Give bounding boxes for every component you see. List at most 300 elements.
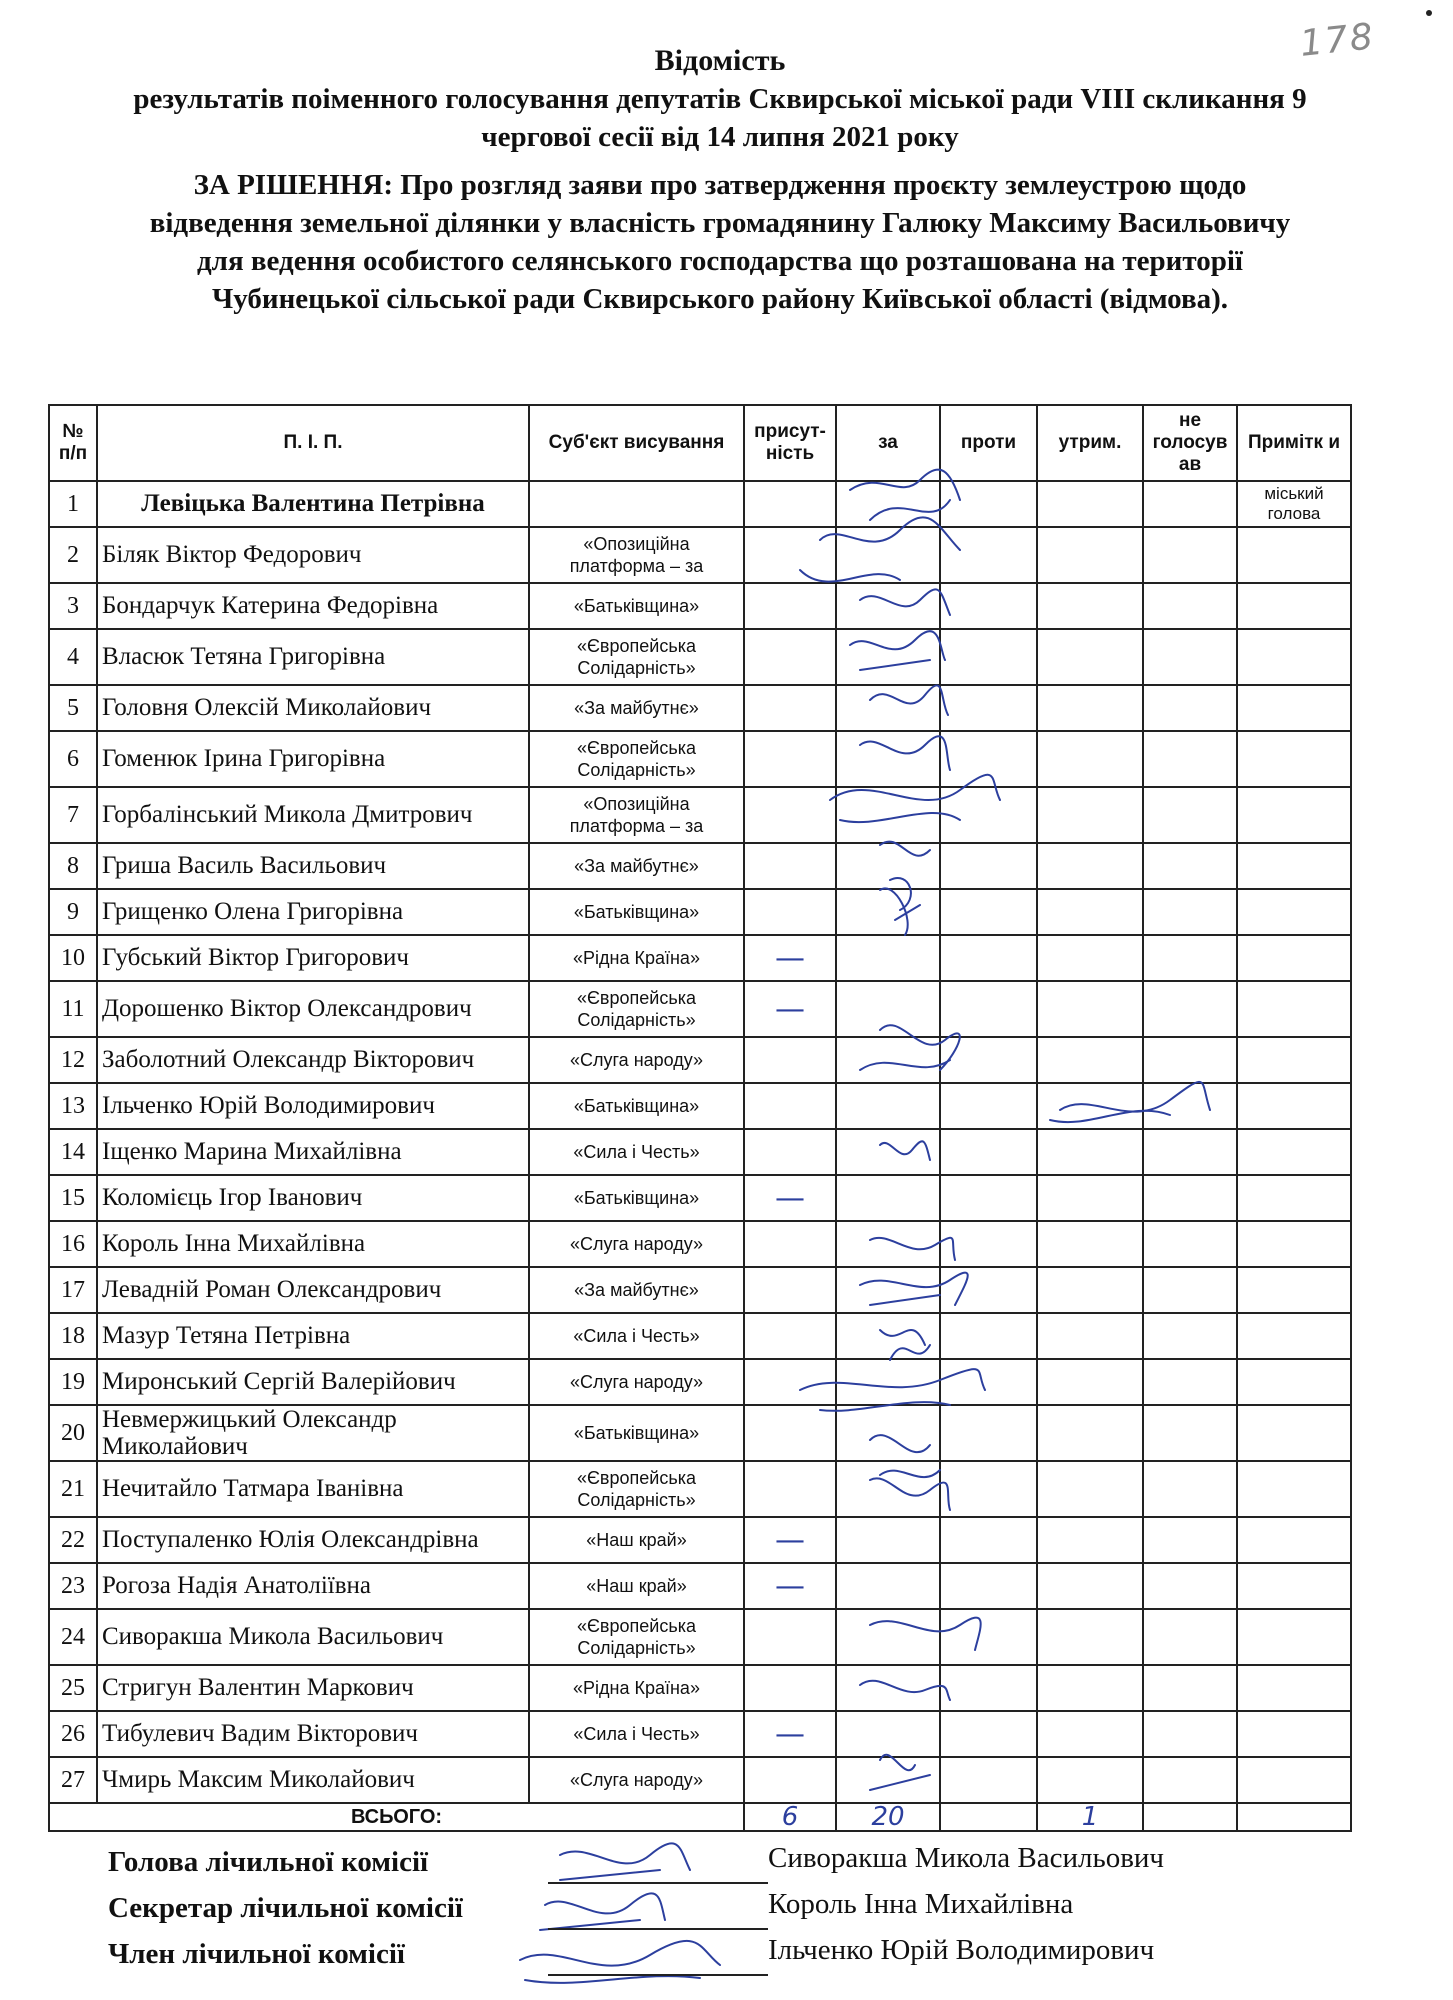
presence-mark bbox=[744, 1461, 836, 1517]
vote-against-cell bbox=[940, 1517, 1037, 1563]
vote-for-cell bbox=[836, 1405, 940, 1461]
row-number: 16 bbox=[49, 1221, 97, 1267]
row-note bbox=[1237, 1037, 1351, 1083]
deputy-name: Гриша Василь Васильович bbox=[97, 843, 529, 889]
deputy-name: Дорошенко Віктор Олександрович bbox=[97, 981, 529, 1037]
col-presence: присут-ність bbox=[744, 405, 836, 481]
nominating-party: «Батьківщина» bbox=[529, 889, 744, 935]
not-voted-cell bbox=[1143, 1175, 1237, 1221]
vote-for-cell bbox=[836, 1175, 940, 1221]
col-party: Суб'єкт висування bbox=[529, 405, 744, 481]
total-against bbox=[940, 1803, 1037, 1831]
deputy-name: Сиворакша Микола Васильович bbox=[97, 1609, 529, 1665]
vote-abstain-cell bbox=[1037, 843, 1143, 889]
row-number: 27 bbox=[49, 1757, 97, 1803]
table-row bbox=[49, 1083, 1351, 1129]
row-number: 11 bbox=[49, 981, 97, 1037]
row-number: 26 bbox=[49, 1711, 97, 1757]
col-notes: Примітк и bbox=[1237, 405, 1351, 481]
nominating-party: «Слуга народу» bbox=[529, 1037, 744, 1083]
table-row bbox=[49, 527, 1351, 583]
row-note bbox=[1237, 1083, 1351, 1129]
row-note bbox=[1237, 1711, 1351, 1757]
commission-role: Член лічильної комісії bbox=[108, 1938, 405, 1970]
vote-for-cell bbox=[836, 1129, 940, 1175]
vote-for-cell bbox=[836, 1461, 940, 1517]
not-voted-cell bbox=[1143, 1313, 1237, 1359]
vote-for-cell bbox=[836, 1665, 940, 1711]
table-row bbox=[49, 583, 1351, 629]
decision-line: для ведення особистого селянського господарства що розташована на території bbox=[197, 245, 1243, 277]
vote-abstain-cell bbox=[1037, 1609, 1143, 1665]
table-row bbox=[49, 889, 1351, 935]
deputy-name: Стригун Валентин Маркович bbox=[97, 1665, 529, 1711]
commission-row bbox=[108, 1888, 1408, 1938]
presence-mark bbox=[744, 1757, 836, 1803]
deputy-name: Мазур Тетяна Петрівна bbox=[97, 1313, 529, 1359]
nominating-party: «Сила і Честь» bbox=[529, 1129, 744, 1175]
not-voted-cell bbox=[1143, 527, 1237, 583]
row-number: 23 bbox=[49, 1563, 97, 1609]
row-note bbox=[1237, 1405, 1351, 1461]
row-number: 15 bbox=[49, 1175, 97, 1221]
not-voted-cell bbox=[1143, 981, 1237, 1037]
vote-for-cell bbox=[836, 935, 940, 981]
decision-line: відведення земельної ділянки у власність громадянину Галюку Максиму Васильовичу bbox=[149, 207, 1291, 239]
presence-mark bbox=[744, 527, 836, 583]
vote-against-cell bbox=[940, 1037, 1037, 1083]
vote-for-cell bbox=[836, 1563, 940, 1609]
totals-label: ВСЬОГО: bbox=[49, 1803, 744, 1831]
vote-abstain-cell bbox=[1037, 685, 1143, 731]
deputy-name: Миронський Сергій Валерійович bbox=[97, 1359, 529, 1405]
row-number: 3 bbox=[49, 583, 97, 629]
row-note bbox=[1237, 1359, 1351, 1405]
table-row bbox=[49, 1461, 1351, 1517]
not-voted-cell bbox=[1143, 1711, 1237, 1757]
table-row bbox=[49, 731, 1351, 787]
row-number: 5 bbox=[49, 685, 97, 731]
nominating-party: «Слуга народу» bbox=[529, 1757, 744, 1803]
nominating-party: «Опозиційна платформа – за bbox=[529, 787, 744, 843]
nominating-party: «Батьківщина» bbox=[529, 1175, 744, 1221]
vote-abstain-cell bbox=[1037, 1175, 1143, 1221]
nominating-party: «Європейська Солідарність» bbox=[529, 731, 744, 787]
presence-mark bbox=[744, 1609, 836, 1665]
signature-line bbox=[548, 1882, 768, 1884]
total-notes bbox=[1237, 1803, 1351, 1831]
nominating-party: «Європейська Солідарність» bbox=[529, 981, 744, 1037]
row-number: 25 bbox=[49, 1665, 97, 1711]
row-note bbox=[1237, 1757, 1351, 1803]
vote-against-cell bbox=[940, 481, 1037, 527]
table-row bbox=[49, 1129, 1351, 1175]
commission-row bbox=[108, 1934, 1408, 1984]
deputy-name: Власюк Тетяна Григорівна bbox=[97, 629, 529, 685]
deputy-name: Грищенко Олена Григорівна bbox=[97, 889, 529, 935]
presence-mark: — bbox=[744, 1517, 836, 1563]
deputy-name: Іщенко Марина Михайлівна bbox=[97, 1129, 529, 1175]
vote-for-cell bbox=[836, 1757, 940, 1803]
vote-against-cell bbox=[940, 583, 1037, 629]
row-note bbox=[1237, 1221, 1351, 1267]
nominating-party: «Слуга народу» bbox=[529, 1359, 744, 1405]
not-voted-cell bbox=[1143, 1037, 1237, 1083]
vote-against-cell bbox=[940, 731, 1037, 787]
presence-mark bbox=[744, 1405, 836, 1461]
vote-abstain-cell bbox=[1037, 1037, 1143, 1083]
vote-abstain-cell bbox=[1037, 1083, 1143, 1129]
nominating-party: «Наш край» bbox=[529, 1563, 744, 1609]
table-row bbox=[49, 629, 1351, 685]
not-voted-cell bbox=[1143, 1221, 1237, 1267]
deputy-name: Заболотний Олександр Вікторович bbox=[97, 1037, 529, 1083]
table-row bbox=[49, 1359, 1351, 1405]
totals-row bbox=[49, 1803, 1351, 1831]
presence-mark bbox=[744, 481, 836, 527]
not-voted-cell bbox=[1143, 1757, 1237, 1803]
vote-against-cell bbox=[940, 787, 1037, 843]
not-voted-cell bbox=[1143, 583, 1237, 629]
vote-abstain-cell bbox=[1037, 1267, 1143, 1313]
deputy-name: Тибулевич Вадим Вікторович bbox=[97, 1711, 529, 1757]
vote-abstain-cell bbox=[1037, 527, 1143, 583]
presence-mark bbox=[744, 1083, 836, 1129]
row-note bbox=[1237, 1665, 1351, 1711]
vote-abstain-cell bbox=[1037, 1563, 1143, 1609]
table-row bbox=[49, 685, 1351, 731]
presence-mark bbox=[744, 787, 836, 843]
vote-for-cell bbox=[836, 1083, 940, 1129]
nominating-party: «Батьківщина» bbox=[529, 1405, 744, 1461]
presence-mark: — bbox=[744, 1711, 836, 1757]
vote-abstain-cell bbox=[1037, 1221, 1143, 1267]
deputy-name: Левадній Роман Олександрович bbox=[97, 1267, 529, 1313]
table-header-row bbox=[49, 405, 1351, 481]
commission-row bbox=[108, 1842, 1408, 1892]
not-voted-cell bbox=[1143, 935, 1237, 981]
table-row bbox=[49, 1517, 1351, 1563]
nominating-party: «За майбутнє» bbox=[529, 843, 744, 889]
presence-mark: — bbox=[744, 1563, 836, 1609]
deputy-name: Губський Віктор Григорович bbox=[97, 935, 529, 981]
nominating-party: «Слуга народу» bbox=[529, 1221, 744, 1267]
vote-for-cell bbox=[836, 1313, 940, 1359]
deputy-name: Левіцька Валентина Петрівна bbox=[97, 481, 529, 527]
corner-mark bbox=[1426, 10, 1432, 16]
row-note bbox=[1237, 889, 1351, 935]
vote-against-cell bbox=[940, 527, 1037, 583]
row-number: 20 bbox=[49, 1405, 97, 1461]
vote-for-cell bbox=[836, 1267, 940, 1313]
table-row bbox=[49, 1609, 1351, 1665]
row-number: 2 bbox=[49, 527, 97, 583]
vote-against-cell bbox=[940, 1175, 1037, 1221]
total-abstain: 1 bbox=[1037, 1803, 1143, 1831]
nominating-party bbox=[529, 481, 744, 527]
header-line: чергової сесії від 14 липня 2021 року bbox=[481, 121, 959, 153]
presence-mark bbox=[744, 1359, 836, 1405]
vote-against-cell bbox=[940, 1609, 1037, 1665]
nominating-party: «Рідна Країна» bbox=[529, 1665, 744, 1711]
row-number: 9 bbox=[49, 889, 97, 935]
nominating-party: «Батьківщина» bbox=[529, 583, 744, 629]
row-note bbox=[1237, 1563, 1351, 1609]
vote-abstain-cell bbox=[1037, 481, 1143, 527]
row-number: 24 bbox=[49, 1609, 97, 1665]
vote-abstain-cell bbox=[1037, 889, 1143, 935]
row-number: 1 bbox=[49, 481, 97, 527]
vote-abstain-cell bbox=[1037, 935, 1143, 981]
presence-mark: — bbox=[744, 935, 836, 981]
vote-table bbox=[48, 404, 1352, 1832]
presence-mark bbox=[744, 1129, 836, 1175]
row-note bbox=[1237, 935, 1351, 981]
presence-mark bbox=[744, 1037, 836, 1083]
row-note bbox=[1237, 1313, 1351, 1359]
decision-line: ЗА РІШЕННЯ: Про розгляд заяви про затвердження проєкту землеустрою щодо bbox=[193, 169, 1247, 201]
nominating-party: «Опозиційна платформа – за bbox=[529, 527, 744, 583]
not-voted-cell bbox=[1143, 1665, 1237, 1711]
deputy-name: Гоменюк Ірина Григорівна bbox=[97, 731, 529, 787]
nominating-party: «Європейська Солідарність» bbox=[529, 1461, 744, 1517]
row-number: 22 bbox=[49, 1517, 97, 1563]
document-title: Відомість bbox=[654, 44, 786, 77]
not-voted-cell bbox=[1143, 889, 1237, 935]
deputy-name: Поступаленко Юлія Олександрівна bbox=[97, 1517, 529, 1563]
row-number: 7 bbox=[49, 787, 97, 843]
vote-against-cell bbox=[940, 981, 1037, 1037]
table-row bbox=[49, 1037, 1351, 1083]
vote-for-cell bbox=[836, 527, 940, 583]
document-header bbox=[30, 42, 1410, 318]
vote-for-cell bbox=[836, 1609, 940, 1665]
vote-abstain-cell bbox=[1037, 1517, 1143, 1563]
vote-against-cell bbox=[940, 1665, 1037, 1711]
not-voted-cell bbox=[1143, 1517, 1237, 1563]
commission-role: Голова лічильної комісії bbox=[108, 1846, 429, 1878]
decision-text bbox=[30, 166, 1410, 318]
row-number: 12 bbox=[49, 1037, 97, 1083]
table-row bbox=[49, 1221, 1351, 1267]
nominating-party: «Рідна Країна» bbox=[529, 935, 744, 981]
not-voted-cell bbox=[1143, 1461, 1237, 1517]
not-voted-cell bbox=[1143, 1609, 1237, 1665]
row-note bbox=[1237, 731, 1351, 787]
presence-mark bbox=[744, 1665, 836, 1711]
header-line: результатів поіменного голосування депутатів Сквирської міської ради VIII скликання 9 bbox=[133, 83, 1307, 115]
table-row bbox=[49, 1757, 1351, 1803]
not-voted-cell bbox=[1143, 1359, 1237, 1405]
not-voted-cell bbox=[1143, 787, 1237, 843]
row-note bbox=[1237, 629, 1351, 685]
table-row bbox=[49, 1711, 1351, 1757]
table-row bbox=[49, 1665, 1351, 1711]
row-note bbox=[1237, 1517, 1351, 1563]
deputy-name: Горбалінський Микола Дмитрович bbox=[97, 787, 529, 843]
presence-mark bbox=[744, 843, 836, 889]
row-number: 4 bbox=[49, 629, 97, 685]
vote-for-cell bbox=[836, 629, 940, 685]
nominating-party: «За майбутнє» bbox=[529, 685, 744, 731]
vote-abstain-cell bbox=[1037, 1665, 1143, 1711]
deputy-name: Нечитайло Татмара Іванівна bbox=[97, 1461, 529, 1517]
table-row bbox=[49, 1313, 1351, 1359]
vote-for-cell bbox=[836, 481, 940, 527]
vote-for-cell bbox=[836, 787, 940, 843]
vote-for-cell bbox=[836, 1221, 940, 1267]
vote-for-cell bbox=[836, 1517, 940, 1563]
vote-abstain-cell bbox=[1037, 981, 1143, 1037]
table-row bbox=[49, 843, 1351, 889]
vote-against-cell bbox=[940, 1129, 1037, 1175]
table-row bbox=[49, 1563, 1351, 1609]
table-row bbox=[49, 1267, 1351, 1313]
not-voted-cell bbox=[1143, 1405, 1237, 1461]
vote-against-cell bbox=[940, 1757, 1037, 1803]
vote-against-cell bbox=[940, 1313, 1037, 1359]
commission-name: Сиворакша Микола Васильович bbox=[768, 1842, 1165, 1874]
not-voted-cell bbox=[1143, 1083, 1237, 1129]
row-note bbox=[1237, 1129, 1351, 1175]
row-note bbox=[1237, 1175, 1351, 1221]
not-voted-cell bbox=[1143, 1563, 1237, 1609]
nominating-party: «Наш край» bbox=[529, 1517, 744, 1563]
commission-name: Ільченко Юрій Володимирович bbox=[768, 1934, 1155, 1966]
row-number: 13 bbox=[49, 1083, 97, 1129]
row-note bbox=[1237, 787, 1351, 843]
counting-commission bbox=[108, 1842, 1408, 1984]
vote-for-cell bbox=[836, 1359, 940, 1405]
deputy-name: Біляк Віктор Федорович bbox=[97, 527, 529, 583]
col-name: П. І. П. bbox=[97, 405, 529, 481]
total-presence: 6 bbox=[744, 1803, 836, 1831]
vote-for-cell bbox=[836, 685, 940, 731]
nominating-party: «Європейська Солідарність» bbox=[529, 629, 744, 685]
vote-abstain-cell bbox=[1037, 1359, 1143, 1405]
table-row bbox=[49, 787, 1351, 843]
nominating-party: «За майбутнє» bbox=[529, 1267, 744, 1313]
deputy-name: Головня Олексій Миколайович bbox=[97, 685, 529, 731]
row-number: 14 bbox=[49, 1129, 97, 1175]
row-note bbox=[1237, 583, 1351, 629]
vote-abstain-cell bbox=[1037, 1711, 1143, 1757]
nominating-party: «Сила і Честь» bbox=[529, 1313, 744, 1359]
vote-against-cell bbox=[940, 1711, 1037, 1757]
vote-against-cell bbox=[940, 1359, 1037, 1405]
presence-mark bbox=[744, 1313, 836, 1359]
deputy-name: Коломієць Ігор Іванович bbox=[97, 1175, 529, 1221]
not-voted-cell bbox=[1143, 629, 1237, 685]
vote-for-cell bbox=[836, 583, 940, 629]
commission-role: Секретар лічильної комісії bbox=[108, 1892, 463, 1924]
not-voted-cell bbox=[1143, 481, 1237, 527]
nominating-party: «Європейська Солідарність» bbox=[529, 1609, 744, 1665]
row-number: 17 bbox=[49, 1267, 97, 1313]
deputy-name: Невмержицький Олександр Миколайович bbox=[97, 1405, 529, 1461]
nominating-party: «Сила і Честь» bbox=[529, 1711, 744, 1757]
col-num: № п/п bbox=[49, 405, 97, 481]
vote-for-cell bbox=[836, 731, 940, 787]
total-not-voted bbox=[1143, 1803, 1237, 1831]
vote-against-cell bbox=[940, 1405, 1037, 1461]
row-number: 6 bbox=[49, 731, 97, 787]
col-abstain: утрим. bbox=[1037, 405, 1143, 481]
vote-against-cell bbox=[940, 1461, 1037, 1517]
presence-mark bbox=[744, 629, 836, 685]
table-row bbox=[49, 1175, 1351, 1221]
nominating-party: «Батьківщина» bbox=[529, 1083, 744, 1129]
not-voted-cell bbox=[1143, 731, 1237, 787]
row-number: 10 bbox=[49, 935, 97, 981]
decision-line: Чубинецької сільської ради Сквирського району Київської області (відмова). bbox=[211, 283, 1229, 315]
vote-against-cell bbox=[940, 1083, 1037, 1129]
vote-against-cell bbox=[940, 935, 1037, 981]
row-note bbox=[1237, 843, 1351, 889]
vote-against-cell bbox=[940, 685, 1037, 731]
not-voted-cell bbox=[1143, 685, 1237, 731]
not-voted-cell bbox=[1143, 1129, 1237, 1175]
row-number: 21 bbox=[49, 1461, 97, 1517]
row-number: 19 bbox=[49, 1359, 97, 1405]
table-row bbox=[49, 981, 1351, 1037]
presence-mark bbox=[744, 583, 836, 629]
deputy-name: Рогоза Надія Анатоліївна bbox=[97, 1563, 529, 1609]
vote-abstain-cell bbox=[1037, 1129, 1143, 1175]
commission-name: Король Інна Михайлівна bbox=[768, 1888, 1074, 1920]
row-note bbox=[1237, 1267, 1351, 1313]
presence-mark: — bbox=[744, 1175, 836, 1221]
row-number: 8 bbox=[49, 843, 97, 889]
row-number: 18 bbox=[49, 1313, 97, 1359]
deputy-name: Бондарчук Катерина Федорівна bbox=[97, 583, 529, 629]
total-for: 20 bbox=[836, 1803, 940, 1831]
col-against: проти bbox=[940, 405, 1037, 481]
vote-against-cell bbox=[940, 1221, 1037, 1267]
row-note bbox=[1237, 527, 1351, 583]
vote-against-cell bbox=[940, 843, 1037, 889]
row-note bbox=[1237, 1609, 1351, 1665]
deputy-name: Чмирь Максим Миколайович bbox=[97, 1757, 529, 1803]
vote-against-cell bbox=[940, 1267, 1037, 1313]
not-voted-cell bbox=[1143, 843, 1237, 889]
not-voted-cell bbox=[1143, 1267, 1237, 1313]
vote-against-cell bbox=[940, 1563, 1037, 1609]
table-row bbox=[49, 481, 1351, 527]
signature-line bbox=[548, 1974, 768, 1976]
vote-against-cell bbox=[940, 889, 1037, 935]
vote-abstain-cell bbox=[1037, 583, 1143, 629]
presence-mark bbox=[744, 731, 836, 787]
vote-abstain-cell bbox=[1037, 787, 1143, 843]
table-row bbox=[49, 935, 1351, 981]
vote-for-cell bbox=[836, 1037, 940, 1083]
col-for: за bbox=[836, 405, 940, 481]
row-note: міський голова bbox=[1237, 481, 1351, 527]
page-number: 178 bbox=[1298, 16, 1377, 65]
presence-mark bbox=[744, 685, 836, 731]
presence-mark bbox=[744, 889, 836, 935]
vote-abstain-cell bbox=[1037, 1757, 1143, 1803]
vote-abstain-cell bbox=[1037, 731, 1143, 787]
signature-line bbox=[548, 1928, 768, 1930]
vote-for-cell bbox=[836, 889, 940, 935]
vote-abstain-cell bbox=[1037, 629, 1143, 685]
vote-for-cell bbox=[836, 1711, 940, 1757]
row-note bbox=[1237, 685, 1351, 731]
table-row bbox=[49, 1405, 1351, 1461]
vote-for-cell bbox=[836, 843, 940, 889]
